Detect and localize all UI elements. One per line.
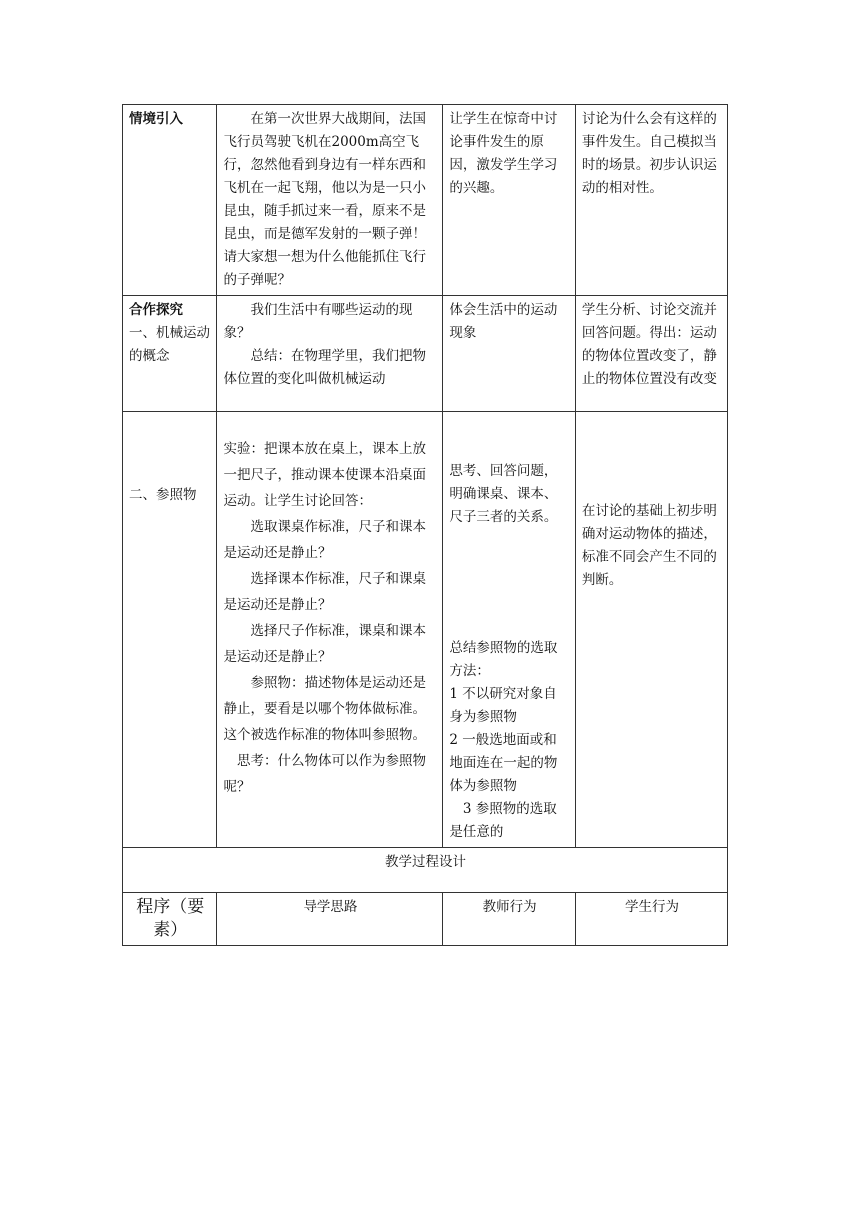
stage-cell: 情境引入 [123, 105, 217, 296]
teacher-text: 2 一般选地面或和地面连在一起的物体为参照物 [449, 732, 558, 794]
table-row [123, 296, 728, 412]
teacher-text: 1 不以研究对象自身为参照物 [449, 686, 557, 725]
teacher-cell [443, 412, 576, 848]
student-cell [575, 105, 727, 296]
stage-cell [123, 412, 217, 848]
stage-subtitle: 一、机械运动的概念 [129, 325, 210, 364]
stage-title: 二、参照物 [129, 487, 197, 503]
section-band-title: 教学过程设计 [123, 848, 728, 893]
student-cell [575, 296, 727, 412]
header-guide: 导学思路 [217, 893, 443, 946]
guide-text: 在第一次世界大战期间，法国飞行员驾驶飞机在2000m高空飞行，忽然他看到身边有一样东西和飞机在一起飞翔，他以为是一只小昆虫，随手抓过来一看，原来不是昆虫，而是德军发射的一颗子弹！请大家想一想为什么他能抓住飞行的子弹呢？ [223, 111, 426, 288]
student-text: 学生分析、讨论交流并回答问题。得出：运动的物体位置改变了，静止的物体位置没有改变 [581, 302, 717, 387]
guide-text: 总结：在物理学里，我们把物体位置的变化叫做机械运动 [223, 348, 426, 387]
student-text: 在讨论的基础上初步明确对运动物体的描述，标准不同会产生不同的判断。 [581, 503, 717, 588]
guide-text: 实验：把课本放在桌上，课本上放一把尺子，推动课本使课本沿桌面运动。让学生讨论回答： [223, 441, 426, 509]
guide-text: 参照物：描述物体是运动还是静止，要看是以哪个物体做标准。这个被选作标准的物体叫参照物。 [223, 675, 426, 743]
student-text: 讨论为什么会有这样的事件发生。自己模拟当时的场景。初步认识运动的相对性。 [581, 111, 717, 196]
guide-cell [217, 105, 443, 296]
table-row [123, 848, 728, 893]
header-teacher: 教师行为 [443, 893, 576, 946]
teacher-cell [443, 105, 576, 296]
guide-cell [217, 296, 443, 412]
header-program: 程序（要素） [123, 893, 217, 946]
guide-text: 选取课桌作标准，尺子和课本是运动还是静止？ [223, 519, 426, 561]
table-header-row [123, 893, 728, 946]
teacher-text: 思考、回答问题，明确课桌、课本、尺子三者的关系。 [449, 463, 558, 525]
teacher-text: 让学生在惊奇中讨论事件发生的原因，激发学生学习的兴趣。 [449, 111, 558, 196]
stage-title: 合作探究 [129, 302, 183, 318]
table-row [123, 412, 728, 848]
teacher-cell [443, 296, 576, 412]
student-cell [575, 412, 727, 848]
guide-cell [217, 412, 443, 848]
teacher-text: 体会生活中的运动现象 [449, 302, 558, 341]
stage-cell [123, 296, 217, 412]
teacher-text: 3 参照物的选取是任意的 [449, 801, 557, 840]
lesson-plan-table [122, 104, 728, 946]
teacher-text: 总结参照物的选取方法： [449, 640, 558, 679]
header-student: 学生行为 [575, 893, 727, 946]
table-row [123, 105, 728, 296]
guide-text: 选择尺子作标准，课桌和课本是运动还是静止？ [223, 623, 426, 665]
guide-text: 我们生活中有哪些运动的现象？ [223, 302, 413, 341]
guide-text: 思考：什么物体可以作为参照物呢？ [223, 753, 426, 795]
guide-text: 选择课本作标准，尺子和课桌是运动还是静止？ [223, 571, 426, 613]
